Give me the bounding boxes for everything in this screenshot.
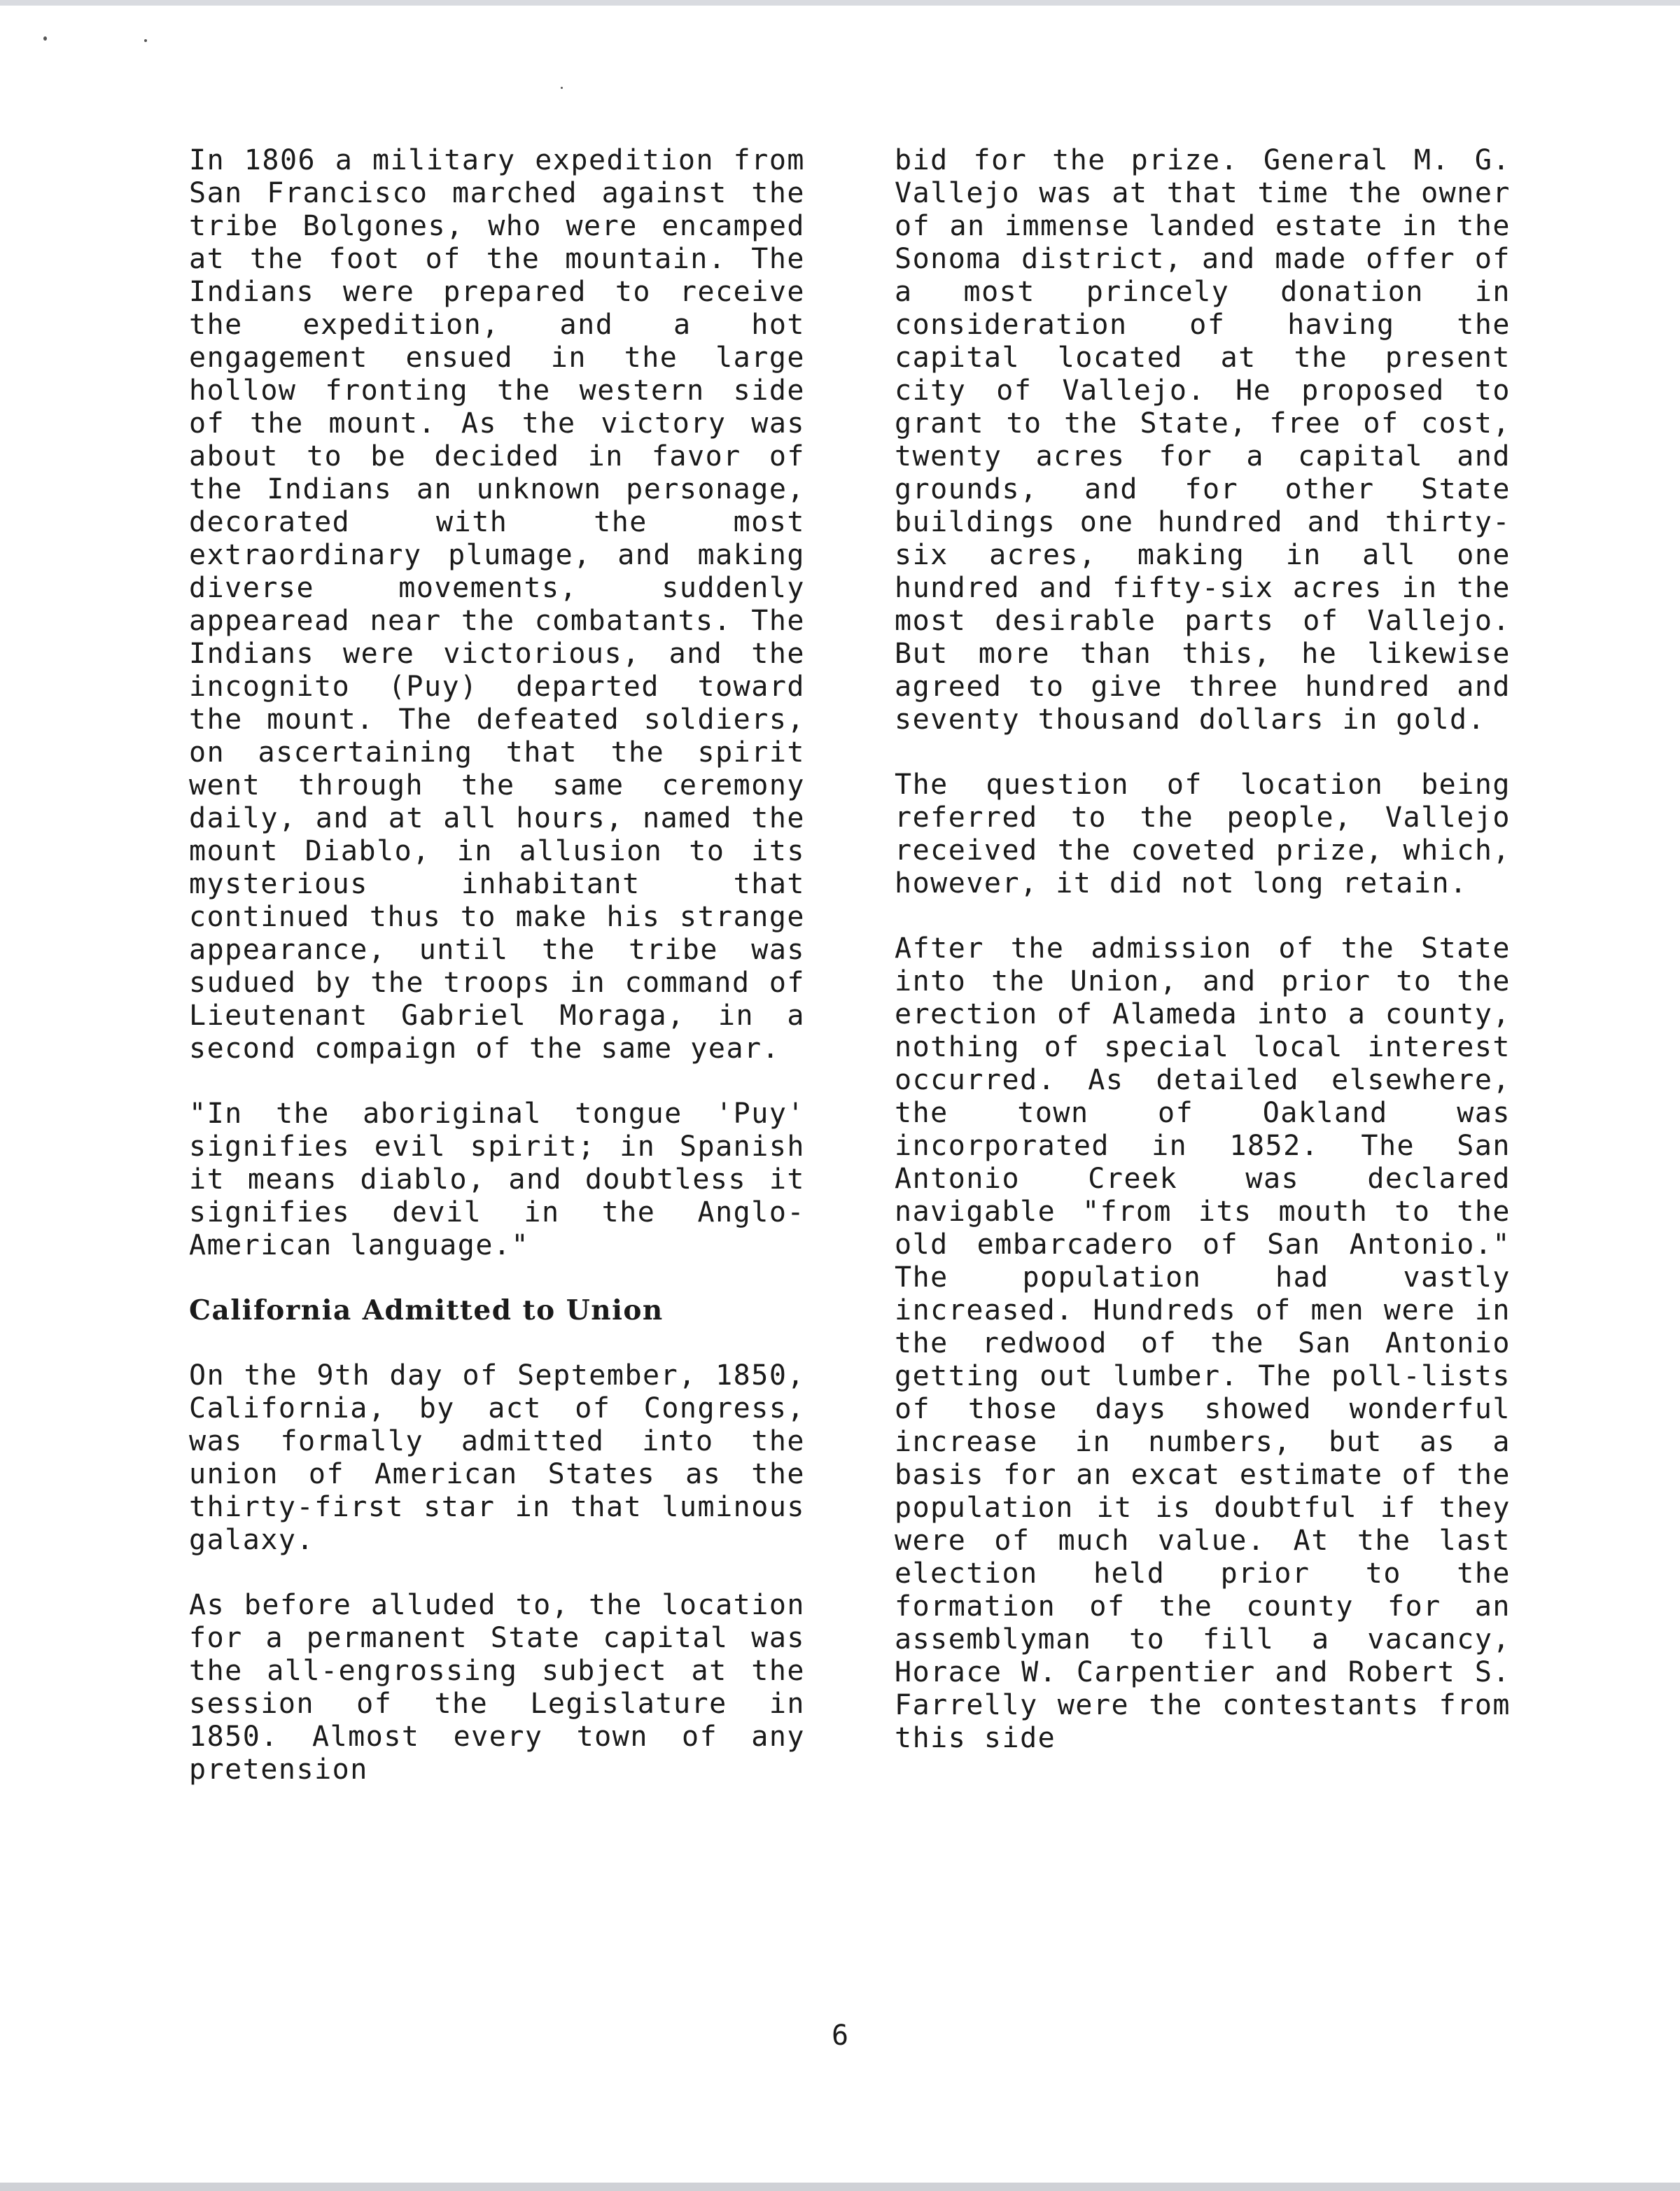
scan-speck xyxy=(561,87,563,89)
right-column xyxy=(895,144,1511,1787)
paragraph-location-vote: The question of location being referred to the people, Vallejo received the coveted prize, which, however, it did not long retain. xyxy=(895,769,1511,899)
left-column xyxy=(189,144,805,1819)
paragraph-puy-meaning: "In the aboriginal tongue 'Puy' signifies evil spirit; in Spanish it means diablo, and doubtless it signifies devil in the Anglo-American language." xyxy=(189,1098,805,1261)
paragraph-vallejo-offer: bid for the prize. General M. G. Vallejo was at that time the owner of an immense landed estate in the Sonoma district, and made offer of a most princely donation in consideration of having the capital located at the present city of Vallejo. He proposed to grant to the State, free of cost, twenty acres for a capital and grounds, and for other State buildings one hundred and thirty-six acres, making in all one hundred and fifty-six acres in the most desirable parts of Vallejo. But more than this, he likewise agreed to give three hundred and seventy thousand dollars in gold. xyxy=(895,144,1511,736)
scan-speck xyxy=(43,36,47,41)
scan-top-edge xyxy=(0,0,1680,6)
paragraph-state-capital: As before alluded to, the location for a permanent State capital was the all-engrossing subject at the session of the Legislature in 1850. Almost every town of any pretension xyxy=(189,1589,805,1786)
scan-bottom-edge xyxy=(0,2183,1680,2191)
scan-speck xyxy=(144,39,147,42)
paragraph-admission: On the 9th day of September, 1850, California, by act of Congress, was formally admitted into the union of American States as the thirty-first star in that luminous galaxy. xyxy=(189,1359,805,1556)
section-heading: California Admitted to Union xyxy=(189,1294,664,1326)
paragraph-mount-diablo-origin: In 1806 a military expedition from San Francisco marched against the tribe Bolgones, who were encamped at the foot of the mountain. The Indians were prepared to receive the expedition, and a hot engagement ensued in the large hollow fronting the western side of the mount. As the victory was about to be decided in favor of the Indians an unknown personage, decorated with the most extraordinary plumage, and making diverse movements, suddenly appearead near the combatants. The Indians were victorious, and the incognito (Puy) departed toward the mount. The defeated soldiers, on ascertaining that the spirit went through the same ceremony daily, and at all hours, named the mount Diablo, in allusion to its mysterious inhabitant that continued thus to make his strange appearance, until the tribe was sudued by the troops in command of Lieutenant Gabriel Moraga, in a second compaign of the same year. xyxy=(189,144,805,1065)
page-number: 6 xyxy=(831,2019,849,2052)
paragraph-after-admission: After the admission of the State into the Union, and prior to the erection of Alameda into a county, nothing of special local interest occurred. As detailed elsewhere, the town of Oakland was incorporated in 1852. The San Antonio Creek was declared navigable "from its mouth to the old embarcadero of San Antonio." The population had vastly increased. Hundreds of men were in the redwood of the San Antonio getting out lumber. The poll-lists of those days showed wonderful increase in numbers, but as a basis for an excat estimate of the population it is doubtful if they were of much value. At the last election held prior to the formation of the county for an assemblyman to fill a vacancy, Horace W. Carpentier and Robert S. Farrelly were the contestants from this side xyxy=(895,932,1511,1754)
